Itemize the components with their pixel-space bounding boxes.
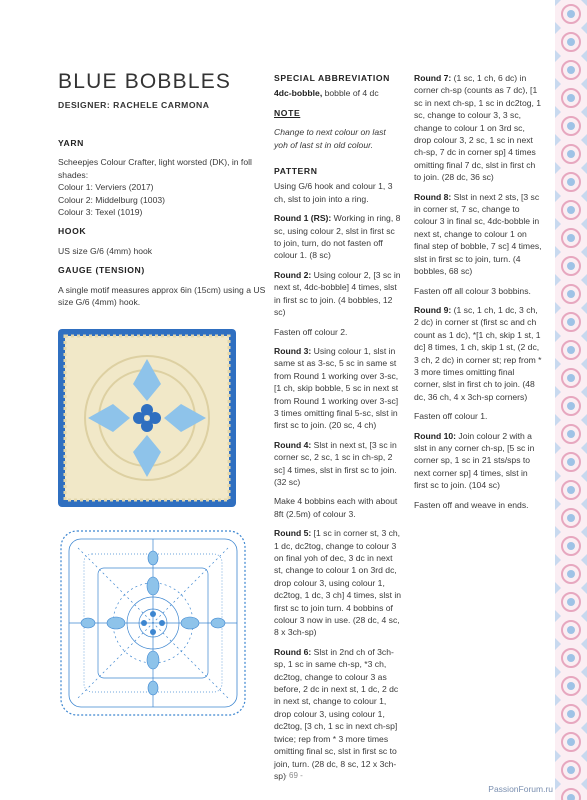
pattern-column-middle bbox=[274, 72, 402, 789]
page-number: - 69 - bbox=[284, 771, 303, 780]
round-label: Round 1 (RS): bbox=[274, 213, 332, 224]
round-label: Round 5: bbox=[274, 528, 312, 539]
crochet-chart-diagram bbox=[58, 528, 248, 718]
round-text: Slst in next st, [3 sc in corner sc, 2 sc, 1 sc in ch-sp, 2 sc] 4 times, slst in first sc to join. (32 sc) bbox=[274, 439, 397, 487]
instruction-text: Fasten off and weave in ends. bbox=[414, 499, 529, 510]
round-label: Round 10: bbox=[414, 430, 457, 441]
round-text: (1 sc, 1 ch, 1 dc, 3 ch, 2 dc) in corner st (first sc and ch count as 1 dc), *[1 ch, skip 1 st, 1 dc] 8 times, 1 ch, skip 1 st, (2 dc, 3 ch, 2 dc) in corner st; rep from * 3 more times omitting final corner, slst in first ch to join. (48 dc, 36 ch, 4 x 3ch-sp corners) bbox=[414, 304, 542, 402]
round-text: Slst in 2nd ch of 3ch-sp, 1 sc in same ch-sp, *3 ch, dc2tog, change to colour 3 as before, 2 dc in next st, 1 dc, 2 dc in next st, change to colour 1, drop colour 3, using colour 1, dc2tog, [3 ch, 1 sc in next ch-sp] twice; rep from * 3 more times omitting final sc, slst in first sc to join, turn. (28 dc, 8 sc, 12 x 3ch-sp) bbox=[274, 646, 399, 781]
round-text: (1 sc, 1 ch, 6 dc) in corner ch-sp (counts as 7 dc), [1 sc in next ch-sp, 1 sc in dc2tog, 1 sc, change to colour 3, 3 sc, change to colour 1 on 3rd sc, drop colour 3, 2 sc, 1 sc in next ch-sp, 7 dc in corner sp] 4 times omitting final 7 dc, slst in first ch to join. (28 dc, 36 sc) bbox=[414, 73, 542, 183]
round-label: Round 8: bbox=[414, 191, 452, 202]
instruction-text: Fasten off colour 1. bbox=[414, 411, 488, 422]
round-label: Round 6: bbox=[274, 646, 312, 657]
yarn-line: Colour 2: Middelburg (1003) bbox=[58, 194, 166, 205]
yarn-line: Scheepjes Colour Crafter, light worsted (DK), in foll shades: bbox=[58, 157, 252, 180]
note-heading: NOTE bbox=[274, 107, 301, 118]
hook-text: US size G/6 (4mm) hook bbox=[58, 245, 153, 256]
round-text: Working in ring, 8 sc, using colour 2, slst in first sc to join, turn, do not fasten off colour 1. (8 sc) bbox=[274, 213, 401, 261]
round-label: Round 3: bbox=[274, 345, 312, 356]
materials-column bbox=[58, 137, 270, 315]
note-text: Change to next colour on last yoh of last st in old colour. bbox=[274, 127, 386, 150]
abbreviation-term: 4dc-bobble, bbox=[274, 88, 323, 99]
round-label: Round 2: bbox=[274, 269, 312, 280]
yarn-heading: YARN bbox=[58, 138, 84, 148]
yarn-line: Colour 3: Texel (1019) bbox=[58, 207, 143, 218]
instruction-text: Fasten off colour 2. bbox=[274, 326, 348, 337]
motif-photo bbox=[58, 329, 236, 507]
pattern-column-right bbox=[414, 72, 542, 518]
round-text: Using colour 2, [3 sc in next st, 4dc-bobble] 4 times, slst in first sc to join. (4 bobbles, 12 sc) bbox=[274, 269, 401, 318]
round-label: Round 9: bbox=[414, 304, 452, 315]
round-text: Using colour 1, slst in same st as 3-sc, 5 sc in same st from Round 1 working over 3-sc, [1 ch, skip bobble, 5 sc in next st from Round 1 working over 3-sc] 3 times omitting final 5-sc, slst in first sc to join. (20 sc, 4 ch) bbox=[274, 345, 399, 431]
round-text: [1 sc in corner st, 3 ch, 1 dc, dc2tog, change to colour 3 on final yoh of dec, 3 dc in next st, change to colour 1 on 3rd dc, drop colour 3, using colour 1, dc2tog, 1 dc, 3 ch] 4 times, slst in first sc to join turn. 4 bobbins of colour 3 now in use. (28 dc, 4 sc, 8 x 3ch-sp) bbox=[274, 528, 402, 638]
decorative-border bbox=[555, 0, 587, 800]
gauge-text: A single motif measures approx 6in (15cm) using a US size G/6 (4mm) hook. bbox=[58, 284, 266, 308]
pattern-intro: Using G/6 hook and colour 1, 3 ch, slst to join into a ring. bbox=[274, 181, 393, 204]
gauge-heading: GAUGE (TENSION) bbox=[58, 265, 145, 276]
instruction-text: Fasten off all colour 3 bobbins. bbox=[414, 285, 531, 296]
designer-credit: DESIGNER: RACHELE CARMONA bbox=[58, 100, 210, 110]
pattern-title: BLUE BOBBLES bbox=[58, 70, 232, 93]
abbreviation-definition: bobble of 4 dc bbox=[322, 88, 379, 99]
pattern-heading: PATTERN bbox=[274, 166, 318, 177]
round-label: Round 4: bbox=[274, 439, 312, 450]
hook-heading: HOOK bbox=[58, 226, 87, 237]
round-text: Slst in next 2 sts, [3 sc in corner st, 7 sc, change to colour 3 in final sc, 4dc-bobble in next st, change to colour 1 on final step of bobble, 7 sc] 4 times, slst in first sc to join, turn. (4 bobbles, 68 sc) bbox=[414, 191, 542, 277]
instruction-text: Make 4 bobbins each with about 8ft (2.5m) of colour 3. bbox=[274, 496, 398, 519]
round-label: Round 7: bbox=[414, 73, 452, 83]
round-text: Join colour 2 with a slst in any corner ch-sp, [5 sc in corner sp, 1 sc in 21 sts/sps to next corner sp] 4 times, slst in first sc to join. (104 sc) bbox=[414, 430, 535, 491]
yarn-line: Colour 1: Verviers (2017) bbox=[58, 182, 154, 193]
special-abbreviation-heading: SPECIAL ABBREVIATION bbox=[274, 73, 390, 83]
watermark: PassionForum.ru bbox=[488, 784, 553, 794]
